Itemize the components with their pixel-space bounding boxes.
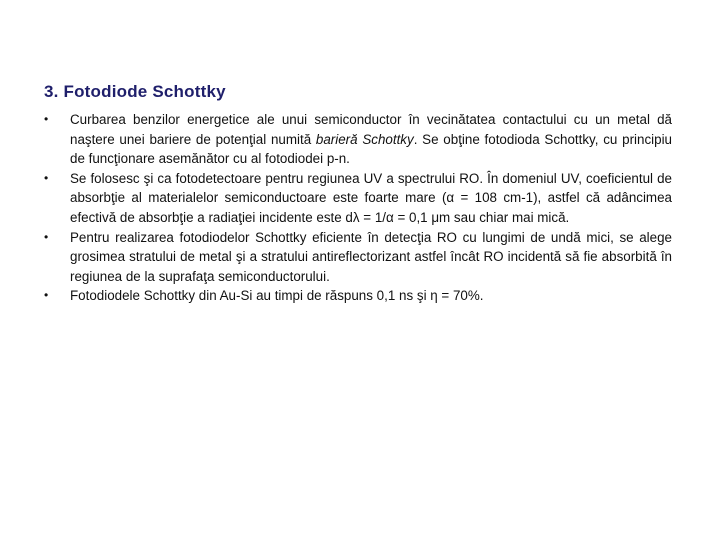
bullet-text: Se folosesc şi ca fotodetectoare pentru regiunea UV a spectrului RO. În domeniul UV, coeficientul de absorbţie al materialelor semiconductoare este foarte mare (α = 108 cm-1), astfel că adâncimea efectivă de absorbţie a radiaţiei incidente este dλ = 1/α = 0,1 μm sau chiar mai mică. (70, 170, 672, 225)
slide-title: 3. Fotodiode Schottky (44, 82, 226, 101)
bullet-text: Fotodiodele Schottky din Au-Si au timpi de răspuns 0,1 ns şi η = 70%. (70, 288, 484, 304)
bullet-text-start: Curbarea benzilor energetice ale unui semiconductor în vecinătatea contactului cu un metal dă naştere unei bariere de potenţial numită (70, 112, 672, 147)
bullet-list (44, 110, 672, 306)
bullet-text: Pentru realizarea fotodiodelor Schottky eficiente în detecţia RO cu lungimi de undă mici, se alege grosimea stratului de metal şi a stratului antireflectorizant astfel încât RO incidentă să fie absorbită în regiunea de la suprafaţa semiconductorului. (70, 229, 672, 284)
bullet-item (44, 228, 672, 287)
bullet-emphasis: barieră Schottky (315, 131, 414, 147)
bullet-marker: • (44, 170, 49, 185)
bullet-marker: • (44, 288, 49, 303)
bullet-text-end: . Se obţine fotodioda Schottky, cu principiu de funcţionare asemănător cu al fotodiodei p-n. (70, 131, 672, 167)
bullet-marker: • (44, 112, 49, 126)
bullet-marker: • (44, 229, 49, 244)
bullet-item (44, 169, 672, 228)
bullet-item (44, 110, 672, 169)
bullet-item (44, 286, 672, 306)
